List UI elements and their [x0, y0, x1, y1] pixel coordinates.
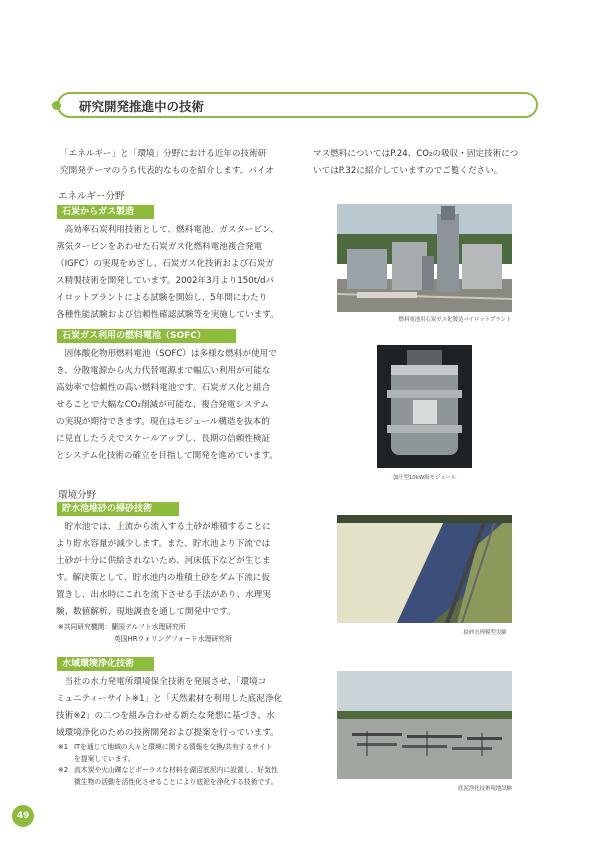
- pilot-plant-photo: [337, 204, 512, 312]
- body-line: 固体酸化物形燃料電池（SOFC）は多様な燃料が使用で: [56, 349, 277, 359]
- intro-right: [313, 146, 518, 180]
- body-line: す。解決策として、貯水池内の堆積土砂をダム下流に仮: [56, 573, 270, 583]
- energy-heading: エネルギー分野: [58, 191, 125, 202]
- body-line: （IGFC）の実現をめざし、石炭ガス化技術および石炭ガ: [56, 259, 274, 269]
- body-line: 技術※2」の二つを組み合わせる新たな発想に基づき、水: [56, 711, 275, 721]
- footnote-line: ITを通じて地域の人々と環境に関する情報を交換/共有するサイト: [74, 743, 273, 751]
- footnote-line: 微生物の活動を活性化させることにより底泥を浄化する技術です。: [74, 777, 278, 786]
- note-org: 蘭国デルフト水理研究所: [111, 623, 186, 631]
- body-line: 当社の水力発電所環境保全技術を発展させ、「環境コ: [56, 677, 267, 687]
- body-line: ミュニティーサイト※1」と「天然素材を利用した底泥浄化: [56, 694, 283, 704]
- section-title-box: [57, 92, 538, 118]
- footnote-line: 流木炭や火山礫などポーラスな材料を湖沼底泥内に設置し、好気性: [74, 766, 278, 774]
- body-line: 域環境浄化のための技術開発および提案を行っています。: [56, 728, 279, 738]
- body-line: 高効率で信頼性の高い燃料電池です。石炭ガス化と組合: [56, 383, 271, 393]
- body-line: の実現が期待できます。現在はモジュール構造を抜本的: [56, 417, 270, 427]
- intro-left-line: 究開発テーマのうち代表的なものを紹介します。バイオ: [60, 166, 274, 176]
- body-line: 土砂が十分に供給されないため、河床低下などが生じま: [56, 556, 271, 566]
- note-label: ※共同研究機関：: [58, 623, 112, 631]
- body-line: ス精製技術を開発しています。2002年3月より150t/dパ: [56, 276, 275, 286]
- sofc-body: [56, 346, 278, 465]
- sediment-body: [56, 519, 271, 621]
- sediment-model-photo: [337, 515, 512, 623]
- sofc-module-caption: 加圧型10kW級モジュール: [392, 475, 457, 481]
- footnote-line: を提案しています。: [74, 754, 135, 763]
- body-line: せることで大幅なCO₂削減が可能な、複合発電システム: [56, 400, 270, 410]
- sediment-model-caption: 掃砂水理模型実験: [463, 630, 507, 636]
- sediment-note: [58, 622, 232, 645]
- sediment-tag: 貯水池堆砂の掃砂技術: [57, 502, 179, 516]
- body-line: 貯水池では、上流から流入する土砂が堆積することに: [56, 522, 271, 532]
- body-line: に見直したうえでスケールアップし、長期の信頼性検証: [56, 434, 271, 444]
- environment-heading: 環境分野: [58, 490, 97, 501]
- sofc-module-photo: [377, 345, 472, 468]
- intro-right-line: いてはP.32に紹介していますのでご覧ください。: [313, 166, 503, 176]
- intro-right-line: マス燃料についてはP.24、CO₂の吸収・固定技術につ: [313, 149, 519, 159]
- footnote-mark: ※1: [58, 743, 69, 751]
- body-line: イロットプラントによる試験を開始し、5年間にわたり: [56, 293, 268, 303]
- sofc-tag: 石炭ガス利用の燃料電池（SOFC）: [57, 329, 236, 343]
- footnote-mark: ※2: [58, 766, 69, 774]
- water-body: [56, 674, 282, 742]
- body-line: 置きし、出水時にこれを流下させる手法があり、水理実: [56, 590, 271, 600]
- body-line: とシステム化技術の確立を目指して開発を進めています。: [56, 451, 278, 461]
- coal-gas-tag: 石炭からガス製造: [57, 205, 154, 219]
- title-bullet: [52, 101, 61, 110]
- lake-test-photo: [337, 671, 512, 779]
- body-line: 各種性能試験および信頼性確認試験等を実施しています。: [56, 310, 279, 320]
- intro-left-line: 「エネルギー」と「環境」分野における近年の技術研: [60, 149, 267, 159]
- body-line: き、分散電源から火力代替電源まで幅広い利用が可能な: [56, 366, 271, 376]
- coal-gas-body: [56, 222, 279, 324]
- footnote: [58, 742, 298, 765]
- body-line: 高効率石炭利用技術として、燃料電池、ガスタービン、: [56, 225, 279, 235]
- page-title: 研究開発推進中の技術: [79, 99, 205, 114]
- lake-test-caption: 底泥浄化技術現地試験: [458, 786, 512, 792]
- intro-left: [60, 146, 274, 180]
- body-line: 蒸気タービンをあわせた石炭ガス化燃料電池複合発電: [56, 242, 263, 252]
- note-org: 英国HRウォリングフォード水理研究所: [114, 634, 232, 643]
- water-notes: [58, 742, 298, 788]
- page-number: 49: [12, 805, 34, 827]
- body-line: より貯水容量が減少します。また、貯水池より下流では: [56, 539, 271, 549]
- pilot-plant-caption: 燃料電池用石炭ガス化製造パイロットプラント: [398, 317, 512, 323]
- body-line: 験、数値解析、現地調査を通して開発中です。: [56, 607, 236, 617]
- footnote: [58, 765, 298, 788]
- water-tag: 水域環境浄化技術: [57, 657, 154, 671]
